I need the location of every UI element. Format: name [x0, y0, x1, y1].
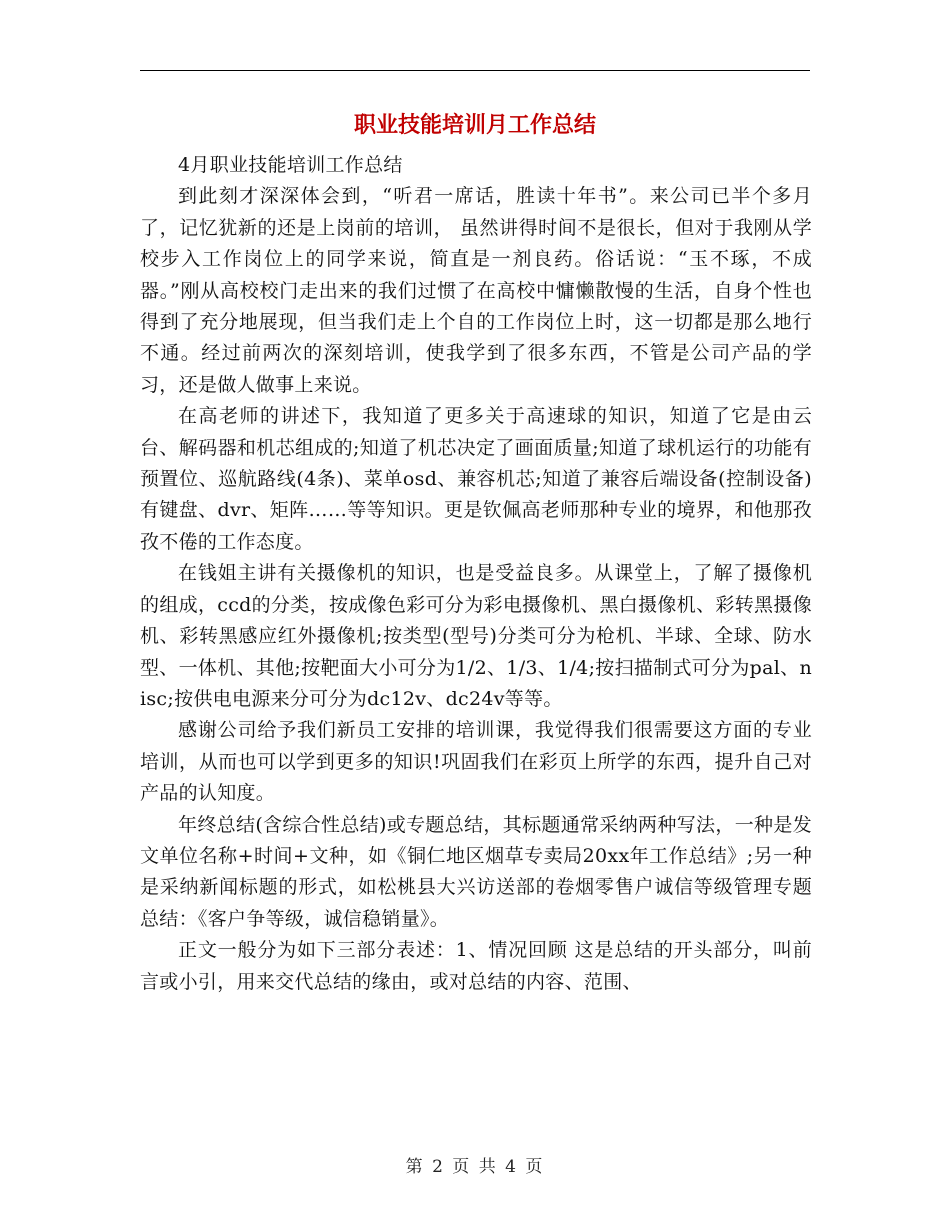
body-paragraph: 在钱姐主讲有关摄像机的知识，也是受益良多。从课堂上，了解了摄像机的组成，ccd的分类，按成像色彩可分为彩电摄像机、黑白摄像机、彩转黑摄像机、彩转黑感应红外摄像机;按类型(型号)分类可分为枪机、半球、全球、防水型、一体机、其他;按靶面大小可分为1/2、1/3、1/4;按扫描制式可分为pal、nisc;按供电电源来分可分为dc12v、dc24v等等。 [140, 562, 812, 710]
body-paragraph: 感谢公司给予我们新员工安排的培训课，我觉得我们很需要这方面的专业培训，从而也可以学到更多的知识!巩固我们在彩页上所学的东西，提升自己对产品的认知度。 [140, 719, 812, 805]
body-paragraph: 年终总结(含综合性总结)或专题总结，其标题通常采纳两种写法，一种是发文单位名称+时间+文种，如《铜仁地区烟草专卖局20xx年工作总结》;另一种是采纳新闻标题的形式，如松桃县大兴访送部的卷烟零售户诚信等级管理专题总结：《客户争等级，诚信稳销量》。 [140, 813, 812, 930]
header-rule [140, 70, 810, 71]
page-number-footer: 第 2 页 共 4 页 [405, 1157, 545, 1177]
body-paragraph: 到此刻才深深体会到，“听君一席话，胜读十年书”。来公司已半个多月了，记忆犹新的还是上岗前的培训， 虽然讲得时间不是很长，但对于我刚从学校步入工作岗位上的同学来说，简直是一剂良药。俗话说：“玉不琢，不成器。”刚从高校校门走出来的我们过惯了在高校中慵懒散慢的生活，自身个性也得到了充分地展现，但当我们走上个自的工作岗位上时，这一切都是那么地行不通。经过前两次的深刻培训，使我学到了很多东西，不管是公司产品的学习，还是做人做事上来说。 [140, 185, 812, 396]
document-body [140, 150, 812, 998]
document-title: 职业技能培训月工作总结 [353, 113, 596, 138]
subtitle-paragraph: 4月职业技能培训工作总结 [178, 154, 403, 176]
body-paragraph: 在高老师的讲述下，我知道了更多关于高速球的知识，知道了它是由云台、解码器和机芯组成的;知道了机芯决定了画面质量;知道了球机运行的功能有预置位、巡航路线(4条)、菜单osd、兼容机芯;知道了兼容后端设备(控制设备)有键盘、dvr、矩阵……等等知识。更是钦佩高老师那种专业的境界，和他那孜孜不倦的工作态度。 [140, 405, 812, 553]
body-paragraph: 正文一般分为如下三部分表述：1、情况回顾 这是总结的开头部分，叫前言或小引，用来交代总结的缘由，或对总结的内容、范围、 [140, 939, 812, 993]
